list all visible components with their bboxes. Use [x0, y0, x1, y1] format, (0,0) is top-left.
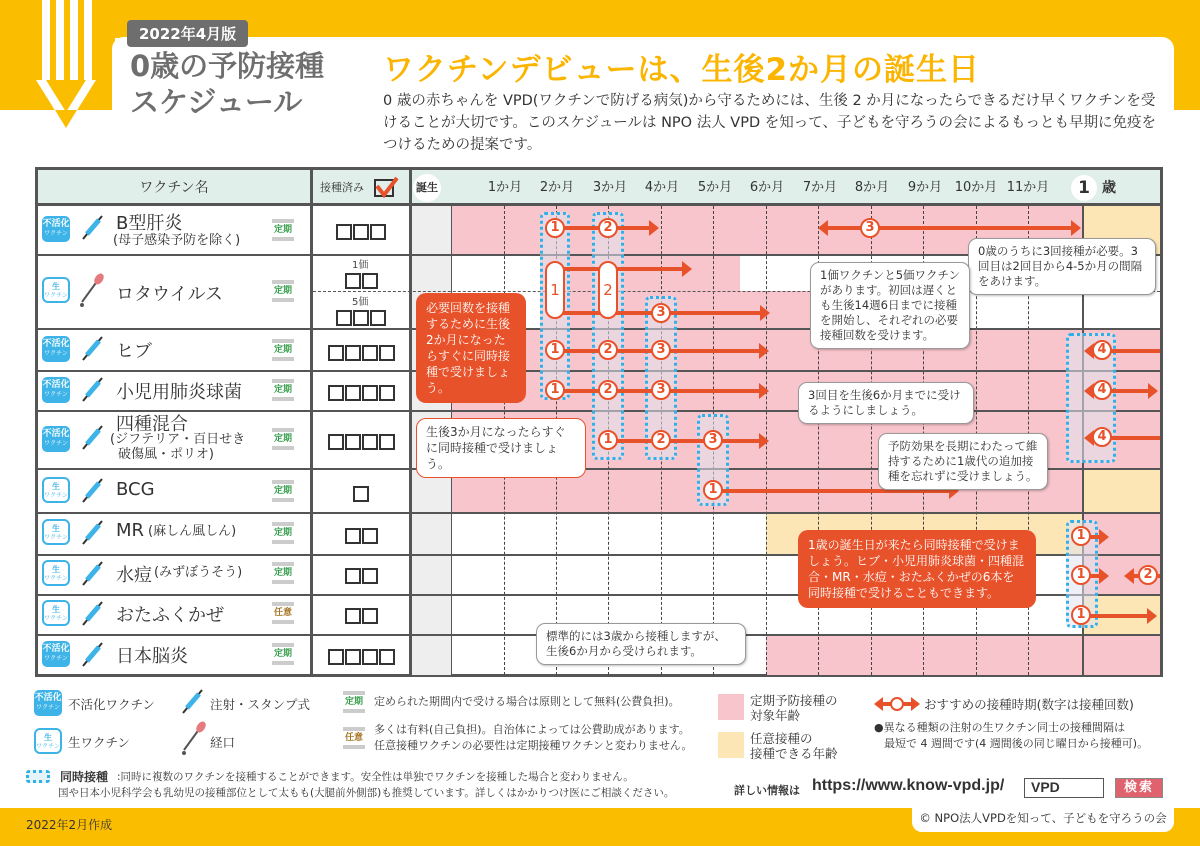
dose-marker: 3 [703, 430, 723, 450]
created-date: 2022年2月作成 [26, 818, 113, 832]
page-title-line2: スケジュール [130, 85, 303, 119]
inactivated-vaccine-badge: 不活化 ワクチン [42, 336, 70, 362]
regular-tag: 定期 [272, 219, 294, 241]
inactivated-vaccine-badge: 不活化 ワクチン [42, 641, 70, 667]
month-label: 11か月 [1006, 180, 1050, 195]
vaccine-subtitle: (麻しん風しん) [148, 524, 237, 539]
syringe-icon [80, 598, 106, 628]
dose-marker: 4 [1092, 340, 1112, 360]
regular-tag: 定期 [272, 480, 294, 502]
callout-six-month: 3回目を生後6か月までに受けるようにしましょう。 [798, 382, 974, 424]
dose-marker: 3 [651, 303, 671, 323]
legend-yellow-label: 任意接種の 接種できる年齢 [750, 731, 838, 761]
dose-marker: 3 [860, 218, 880, 238]
vaccine-subtitle: (母子感染予防を除く) [113, 233, 241, 248]
syringe-icon [80, 333, 106, 363]
done-checkboxes[interactable] [313, 429, 409, 454]
legend-note1: ●異なる種類の注射の生ワクチン同士の接種間隔は [874, 721, 1126, 734]
syringe-icon [80, 558, 106, 588]
legend-optional-desc2: 任意接種ワクチンの必要性は定期接種ワクチンと変わりません。 [374, 739, 693, 752]
regular-period-je [766, 634, 1160, 675]
syringe-icon [80, 212, 106, 242]
vaccine-subtitle: 破傷風・ポリオ) [118, 447, 214, 462]
vaccine-name: ロタウイルス [116, 284, 223, 305]
syringe-icon [80, 422, 106, 452]
done-checkboxes[interactable] [313, 523, 409, 548]
dose-marker: 2 [598, 218, 618, 238]
optional-tag: 任意 [343, 727, 365, 749]
dose-marker: 3 [651, 340, 671, 360]
month-label: 6か月 [749, 180, 785, 195]
inactivated-vaccine-badge: 不活化 ワクチン [42, 377, 70, 403]
inactivated-vaccine-badge: 不活化 ワクチン [34, 690, 62, 716]
vaccine-name: 小児用肺炎球菌 [116, 382, 242, 403]
month-label: 10か月 [954, 180, 998, 195]
recommended-arrow [1085, 614, 1153, 618]
live-vaccine-badge: 生 ワクチン [42, 277, 70, 303]
live-vaccine-badge: 生 ワクチン [42, 600, 70, 626]
done-checkboxes[interactable] [313, 644, 409, 669]
dose-marker: 3 [651, 380, 671, 400]
dose-marker: 4 [1092, 380, 1112, 400]
legend-pink-swatch [718, 694, 744, 720]
syringe-icon [180, 686, 206, 716]
legend-regular-desc: 定められた期間内で受ける場合は原則として無料(公費負担)。 [374, 695, 680, 708]
done-checkboxes[interactable] [313, 481, 409, 506]
dose-marker: 2 [598, 380, 618, 400]
live-vaccine-badge: 生 ワクチン [34, 728, 62, 754]
done-checkboxes[interactable] [313, 219, 409, 244]
col-divider [310, 170, 313, 675]
dose-marker: 4 [1092, 427, 1112, 447]
month-label: 4か月 [644, 180, 680, 195]
table-header [38, 170, 1160, 206]
done-checkboxes[interactable] [313, 563, 409, 588]
one-year-label: 歳 [1102, 180, 1116, 196]
copyright: © NPO法人VPDを知って、子どもを守ろうの会 [912, 808, 1174, 832]
month-label: 5か月 [697, 180, 733, 195]
info-label: 詳しい情報は [734, 784, 800, 797]
search-input[interactable]: VPD [1024, 778, 1104, 798]
regular-tag: 定期 [272, 379, 294, 401]
thigh-note: 国や日本小児科学会も乳幼児の接種部位として太もも(大腿前外側部)も推奨しています。詳しくはかかりつけ医にご相談ください。 [58, 787, 675, 799]
pencil-icon [36, 0, 96, 130]
website-link[interactable]: https://www.know-vpd.jp/ [812, 777, 1005, 794]
done-checkboxes[interactable] [313, 380, 409, 405]
done-checkboxes[interactable] [313, 268, 409, 293]
month-label: 1か月 [487, 180, 523, 195]
regular-period-rota5 [540, 291, 850, 328]
dose-marker: 1 [545, 261, 565, 319]
live-vaccine-badge: 生 ワクチン [42, 560, 70, 586]
vaccine-name: 四種混合 [116, 414, 188, 435]
month-label: 2か月 [539, 180, 575, 195]
oral-dropper-icon [180, 720, 208, 756]
live-vaccine-badge: 生 ワクチン [42, 519, 70, 545]
legend-live: 生ワクチン [68, 735, 130, 750]
vaccine-name: おたふくかぜ [116, 605, 224, 626]
month-label: 7か月 [802, 180, 838, 195]
one-year-number: 1 [1071, 175, 1097, 201]
regular-tag: 定期 [272, 522, 294, 544]
intro-text: 0 歳の赤ちゃんを VPD(ワクチンで防げる病気)から守るためには、生後 2 か月になったらできるだけ早くワクチンを受けることが大切です。このスケジュールは NPO 法人 VPD を知って、子どもを守ろうの会によるもっとも早期に免疫をつけるための提案です。 [383, 93, 1156, 153]
legend-simultaneous-desc: :同時に複数のワクチンを接種することができます。安全性は単独でワクチンを接種した場合と変わりません。 [117, 771, 634, 783]
search-button[interactable]: 検索 [1115, 778, 1163, 798]
headline: ワクチンデビューは、生後2か月の誕生日 [383, 52, 981, 88]
simultaneous-legend-swatch [26, 770, 50, 783]
dose-marker: 1 [1071, 526, 1091, 546]
regular-tag: 定期 [272, 280, 294, 302]
done-checkboxes[interactable] [313, 340, 409, 365]
regular-tag: 定期 [343, 691, 365, 713]
col-divider [409, 170, 412, 675]
vaccine-name: 日本脳炎 [116, 646, 188, 667]
dose-marker: 1 [1071, 605, 1091, 625]
month-label: 9か月 [907, 180, 943, 195]
optional-tag: 任意 [272, 602, 294, 624]
legend-simultaneous-title: 同時接種 [60, 770, 109, 784]
dose-marker: 1 [545, 340, 565, 360]
callout-two-month: 必要回数を接種するために生後2か月になったらすぐに同時接種で受けましょう。 [416, 293, 526, 403]
regular-tag: 定期 [272, 562, 294, 584]
vaccine-name: BCG [116, 479, 155, 500]
callout-first-birthday: 1歳の誕生日が来たら同時接種で受けましょう。ヒブ・小児用肺炎球菌・四種混合・MR・水痘・おたふくかぜの6本を同時接種で受けることもできます。 [798, 530, 1036, 608]
regular-tag: 定期 [272, 428, 294, 450]
pentavalent-label: 5価 [352, 297, 369, 308]
legend-oral: 経口 [210, 735, 236, 750]
dose-marker: 1 [1071, 565, 1091, 585]
vaccine-name: B型肝炎 [116, 213, 183, 234]
month-label: 8か月 [854, 180, 890, 195]
legend-arrow-label: おすすめの接種時期(数字は接種回数) [924, 697, 1134, 712]
recommended-arrow [612, 439, 765, 443]
regular-tag: 定期 [272, 339, 294, 361]
legend-injection: 注射・スタンプ式 [210, 697, 311, 712]
callout-rota: 1価ワクチンと5価ワクチンがあります。初回は遅くとも生後14週6日までに接種を開始し、それぞれの必要接種回数を受けます。 [810, 262, 970, 349]
vaccine-name: ヒブ [116, 341, 152, 362]
dose-marker: 2 [598, 261, 618, 319]
col-done: 接種済み [320, 181, 364, 194]
live-vaccine-badge: 生 ワクチン [42, 477, 70, 503]
callout-booster: 予防効果を長期にわたって維持するために1歳代の追加接種を忘れずに受けましょう。 [878, 433, 1048, 490]
dose-marker: 1 [545, 218, 565, 238]
legend-optional-desc1: 多くは有料(自己負担)。自治体によっては公費助成があります。 [374, 723, 690, 736]
syringe-icon [80, 475, 106, 505]
dose-marker: 1 [598, 430, 618, 450]
vaccine-subtitle: (みずぼうそう) [154, 565, 243, 580]
regular-period-rota1 [540, 254, 740, 291]
page-title-line1: 0歳の予防接種 [130, 49, 325, 83]
month-label: 3か月 [592, 180, 628, 195]
simultaneous-group-3m [592, 212, 624, 460]
callout-three-month: 生後3か月になったらすぐに同時接種で受けましょう。 [416, 418, 586, 478]
dose-marker: 2 [1138, 565, 1158, 585]
legend-yellow-swatch [718, 732, 744, 758]
dose-marker: 1 [703, 480, 723, 500]
syringe-icon [80, 639, 106, 669]
legend-note2: 最短で 4 週間です(4 週間後の同じ曜日から接種可)。 [884, 737, 1149, 750]
oral-dropper-icon [78, 272, 106, 308]
done-checkboxes[interactable] [313, 305, 409, 330]
birth-label: 誕生 [413, 174, 441, 202]
recommended-arrow-icon [874, 695, 920, 713]
callout-je: 標準的には3歳から接種しますが、生後6か月から受けられます。 [536, 623, 746, 665]
dose-marker: 2 [598, 340, 618, 360]
legend-pink-label: 定期予防接種の 対象年齢 [750, 693, 838, 723]
monovalent-label: 1価 [352, 260, 369, 271]
inactivated-vaccine-badge: 不活化 ワクチン [42, 216, 70, 242]
optional-period-bcg [1082, 468, 1160, 512]
checkmark-icon [373, 176, 399, 198]
col-vaccine-name: ワクチン名 [139, 180, 209, 196]
edition-badge: 2022年4月版 [127, 20, 248, 47]
inactivated-vaccine-badge: 不活化 ワクチン [42, 426, 70, 452]
callout-hepb: 0歳のうちに3回接種が必要。3回目は2回目から4-5か月の間隔をあけます。 [968, 238, 1156, 295]
done-checkboxes[interactable] [313, 603, 409, 628]
recommended-arrow-rota1 [560, 267, 688, 271]
legend-inactivated: 不活化ワクチン [68, 697, 155, 712]
vaccine-subtitle: (ジフテリア・百日せき [110, 432, 246, 447]
vaccine-name: MR [116, 520, 145, 541]
dose-marker: 1 [545, 380, 565, 400]
row-divider [38, 512, 1160, 514]
vaccine-name: 水痘 [116, 565, 152, 586]
regular-tag: 定期 [272, 643, 294, 665]
dose-marker: 2 [651, 430, 671, 450]
syringe-icon [80, 517, 106, 547]
syringe-icon [80, 374, 106, 404]
